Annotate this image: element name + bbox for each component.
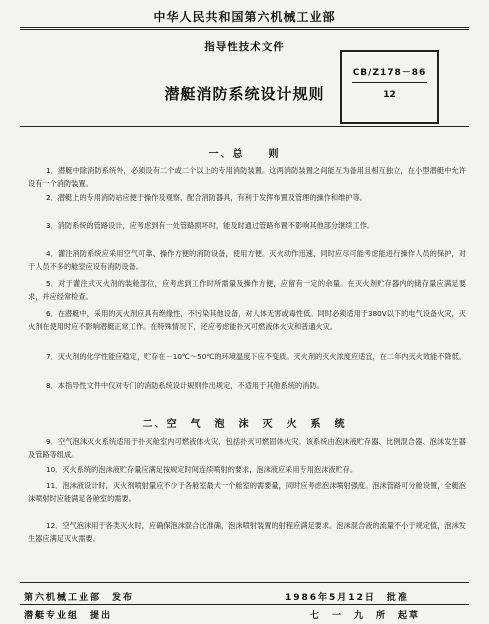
section-heading-foam: 二、空 气 泡 沫 灭 火 系 统 (142, 419, 347, 430)
paragraph-6: 6．在潜艇中，采用的灭火剂应具有绝缘性，不污染其他设备，对人体无害或毒性低。同时必须适用于380V以下的电气设备火灾，灭火剂在使用时应不影响潜艇正常工作。在特殊情况下，还应考虑能扑灭可燃液体火灾和普通火灾。 (28, 309, 466, 331)
standard-page-number: 12 (383, 90, 396, 100)
footer-approval-date: 1986年5月12日 批准 (285, 593, 409, 603)
paragraph-8: 8．本指导性文件中仅对专门的消防系统设计规则作出规定，不适用于其他系统的消防。 (46, 381, 324, 390)
paragraph-5: 5．对于灌注式灭火剂的装舱部位，应考虑到工作时所需量及操作方便，应留有一定的余量。在灭火剂贮存器内的储存量应满足要求，并应经常检查。 (28, 279, 466, 301)
section-heading-general: 一、总 则 (208, 149, 281, 160)
doc-type-heading: 指导性技术文件 (204, 41, 285, 53)
paragraph-7: 7．灭火剂的化学性能应稳定，贮存在－10℃～50℃的环境温度下应不变质。灭火剂的灭火浓度应适宜，在二年内灭火效能不降低。 (46, 352, 466, 361)
paragraph-9: 9．空气泡沫灭火系统适用于扑灭舱室内可燃液体火灾，包括扑灭可燃固体火灾。该系统由泡沫液贮存器、比例混合器、泡沫发生器及管路等组成。 (28, 437, 466, 459)
document-title: 潜艇消防系统设计规则 (164, 85, 325, 103)
header-rule-bottom (20, 29, 469, 30)
title-rule (20, 126, 469, 127)
footer-rule (20, 582, 469, 583)
paragraph-2: 2．潜艇上的专用消防站应便于操作及观察，配合消防器具，有利于发挥布置及管理的操作和维护等。 (46, 193, 367, 202)
footer-drafted-by: 七 一 九 所 起草 (310, 611, 421, 621)
paragraph-10: 10．灭火系统的泡沫液贮存量应满足按规定时间连续喷射的要求，泡沫液应采用专用泡沫液贮存。 (46, 465, 358, 474)
paragraph-1: 1．潜艇中除消防系统外，必须设有二个或二个以上的专用消防装置。这两消防装置之间能互为备用且相互独立，在小型潜艇中允许设有一个消防装置。 (28, 166, 466, 188)
footer-rule-middle (20, 604, 469, 605)
paragraph-11: 11．泡沫液设计时，灭火剂喷射量应不少于各舱室最大一个舱室的需要量，同时应考虑泡沫喷射强度。泡沫管路可分舱设置，全艇泡沫喷射时应能满足各舱室的需要。 (28, 481, 466, 503)
header-rule-top (20, 27, 469, 28)
ministry-heading: 中华人民共和国第六机械工业部 (153, 10, 336, 24)
footer-issued-by: 第六机械工业部 发布 (24, 593, 135, 603)
standard-number-box (340, 50, 439, 124)
paragraph-3: 3．消防系统的管路设计，应考虑到有一处管路损坏时，能及时通过管路布置不影响其他部分继续工作。 (46, 221, 375, 230)
paragraph-4: 4．灌注消防系统应采用空气可靠、操作方便的消防设备，使用方便。灭火动作迅速，同时应尽可能考虑能进行操作人员的保护，对于人员不多的舱室应设有消防设备。 (28, 249, 466, 271)
paragraph-12: 12．空气泡沫用于各类灭火时，应确保泡沫混合比准确，泡沫喷射装置的射程应满足要求。泡沫混合液的流量不小于规定值，泡沫发生器应满足灭火需要。 (28, 521, 466, 543)
footer-proposed-by: 潜艇专业组 提出 (24, 611, 113, 621)
standard-box-divider (352, 82, 427, 83)
standard-code: CB/Z178－86 (352, 68, 427, 78)
